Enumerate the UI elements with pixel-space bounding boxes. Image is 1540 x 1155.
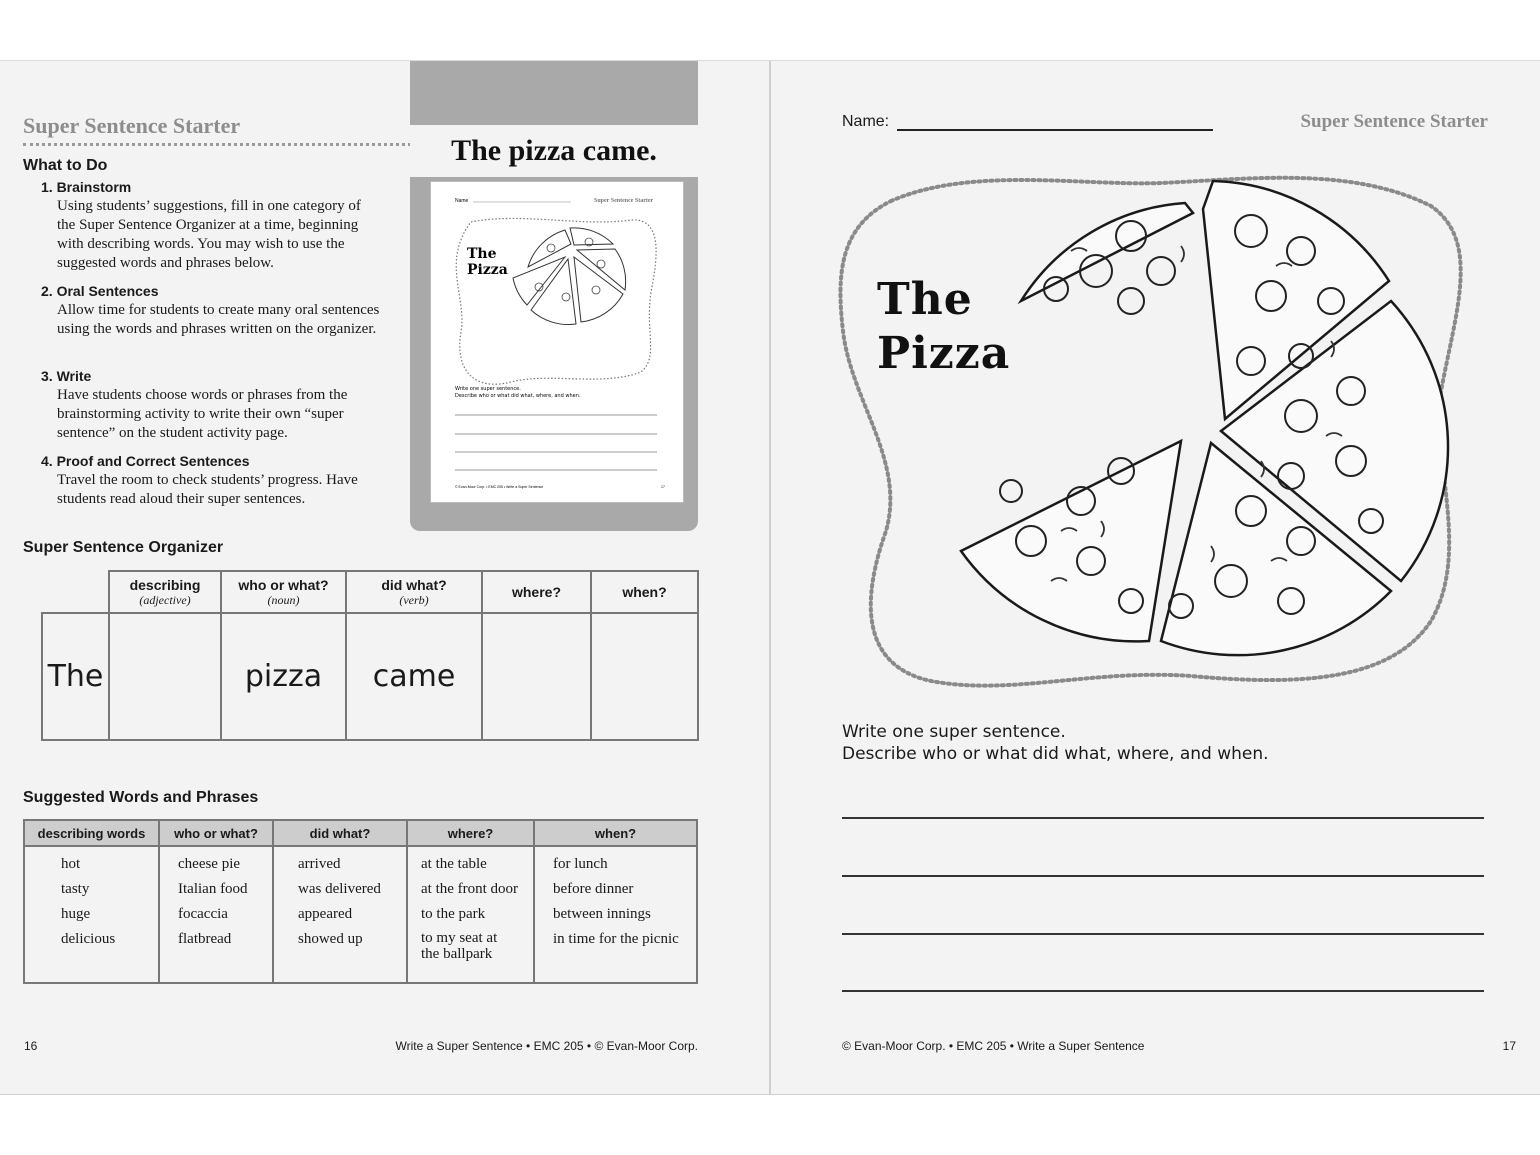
step-write: [41, 368, 381, 443]
organizer-header: who or what? (noun): [221, 571, 346, 613]
right-page: [771, 61, 1540, 1094]
book-spread: [0, 60, 1540, 1095]
super-sentence-organizer: [41, 570, 699, 741]
suggested-column: [273, 846, 407, 983]
list-item: arrived: [298, 856, 341, 872]
organizer-cell: [591, 613, 698, 740]
organizer-header: when?: [591, 571, 698, 613]
organizer-header: where?: [482, 571, 591, 613]
suggested-column: [534, 846, 697, 983]
thumb-footer-right: 17: [661, 485, 665, 489]
example-sentence: The pizza came.: [410, 125, 698, 177]
list-item: huge: [61, 906, 91, 922]
suggested-header: where?: [407, 820, 534, 846]
thumb-title-line2: Pizza: [467, 262, 508, 278]
list-item: at the table: [421, 856, 487, 872]
suggested-header: did what?: [273, 820, 407, 846]
thumb-prompt2: Describe who or what did what, where, and when.: [455, 393, 581, 399]
organizer-header: did what? (verb): [346, 571, 482, 613]
step-body: Have students choose words or phrases from the brainstorming activity to write their own “super sentence” on the student activity page.: [57, 387, 348, 441]
prompt-line-2: Describe who or what did what, where, and when.: [842, 744, 1269, 764]
suggested-column: [407, 846, 534, 983]
writing-line[interactable]: [842, 990, 1484, 992]
writing-line[interactable]: [842, 817, 1484, 819]
pizza-illustration: [831, 161, 1491, 701]
writing-line[interactable]: [842, 875, 1484, 877]
step-body: Allow time for students to create many oral sentences using the words and phrases written on the organizer.: [57, 302, 380, 337]
suggested-words-table: [23, 819, 698, 984]
step-body: Using students’ suggestions, fill in one category of the Super Sentence Organizer at a time, beginning with describing words. You may wish to use the suggested words and phrases below.: [57, 198, 361, 271]
suggested-column: [24, 846, 159, 983]
thumb-title-line1: The: [467, 246, 497, 262]
organizer-cell: came: [346, 613, 482, 740]
step-heading: 1. Brainstorm: [41, 179, 132, 195]
suggested-column: [159, 846, 273, 983]
thumb-prompt1: Write one super sentence.: [455, 386, 521, 392]
example-tab: [410, 61, 698, 531]
footer-credit: © Evan-Moor Corp. • EMC 205 • Write a Super Sentence: [842, 1039, 1145, 1053]
writing-prompt: [842, 721, 1269, 765]
list-item: to my seat at the ballpark: [421, 930, 498, 962]
suggested-header: who or what?: [159, 820, 273, 846]
list-item: was delivered: [298, 881, 381, 897]
step-heading: 4. Proof and Correct Sentences: [41, 453, 250, 469]
thumbnail-graphic: [431, 182, 683, 502]
list-item: tasty: [61, 881, 90, 897]
list-item: for lunch: [553, 856, 608, 872]
step-brainstorm: [41, 179, 381, 273]
suggested-header: describing words: [24, 820, 159, 846]
organizer-title: Super Sentence Organizer: [23, 539, 224, 556]
name-field-line[interactable]: [897, 129, 1213, 131]
activity-title: [877, 273, 1010, 381]
list-item: showed up: [298, 931, 363, 947]
left-page: [0, 61, 769, 1094]
step-oral-sentences: [41, 283, 381, 339]
organizer-cell: [482, 613, 591, 740]
list-item: to the park: [421, 906, 486, 922]
list-item: between innings: [553, 906, 651, 922]
suggested-title: Suggested Words and Phrases: [23, 789, 259, 806]
title-line-2: Pizza: [877, 328, 1011, 379]
list-item: focaccia: [178, 906, 228, 922]
list-item: flatbread: [178, 931, 232, 947]
name-label: Name:: [842, 113, 890, 130]
thumb-series-title: Super Sentence Starter: [594, 198, 654, 204]
list-item: at the front door: [421, 881, 519, 897]
series-title: Super Sentence Starter: [23, 113, 241, 138]
list-item: Italian food: [178, 881, 248, 897]
list-item: before dinner: [553, 881, 634, 897]
organizer-cell: [109, 613, 221, 740]
organizer-corner: [42, 571, 109, 613]
organizer-header: describing (adjective): [109, 571, 221, 613]
organizer-cell: The: [42, 613, 109, 740]
page-number: 16: [24, 1039, 38, 1053]
title-line-1: The: [877, 274, 973, 325]
series-title: Super Sentence Starter: [1300, 111, 1488, 132]
organizer-cell: pizza: [221, 613, 346, 740]
step-heading: 2. Oral Sentences: [41, 283, 159, 299]
list-item: delicious: [61, 931, 116, 947]
step-heading: 3. Write: [41, 368, 92, 384]
activity-page-thumbnail: [430, 181, 684, 503]
list-item: appeared: [298, 906, 353, 922]
thumb-footer-left: © Evan-Moor Corp. • EMC 205 • Write a Super Sentence: [455, 485, 544, 489]
prompt-line-1: Write one super sentence.: [842, 722, 1066, 742]
step-proof-and-correct: [41, 453, 381, 509]
footer-credit: Write a Super Sentence • EMC 205 • © Evan-Moor Corp.: [395, 1039, 698, 1053]
list-item: cheese pie: [178, 856, 241, 872]
what-to-do-heading: What to Do: [23, 157, 108, 174]
list-item: in time for the picnic: [553, 931, 679, 947]
page-number: 17: [1502, 1039, 1516, 1053]
dotted-divider: [23, 143, 411, 146]
suggested-header: when?: [534, 820, 697, 846]
step-body: Travel the room to check students’ progress. Have students read aloud their super sentences.: [57, 472, 358, 507]
writing-line[interactable]: [842, 933, 1484, 935]
list-item: hot: [61, 856, 81, 872]
thumb-name-label: Name: [455, 198, 469, 204]
